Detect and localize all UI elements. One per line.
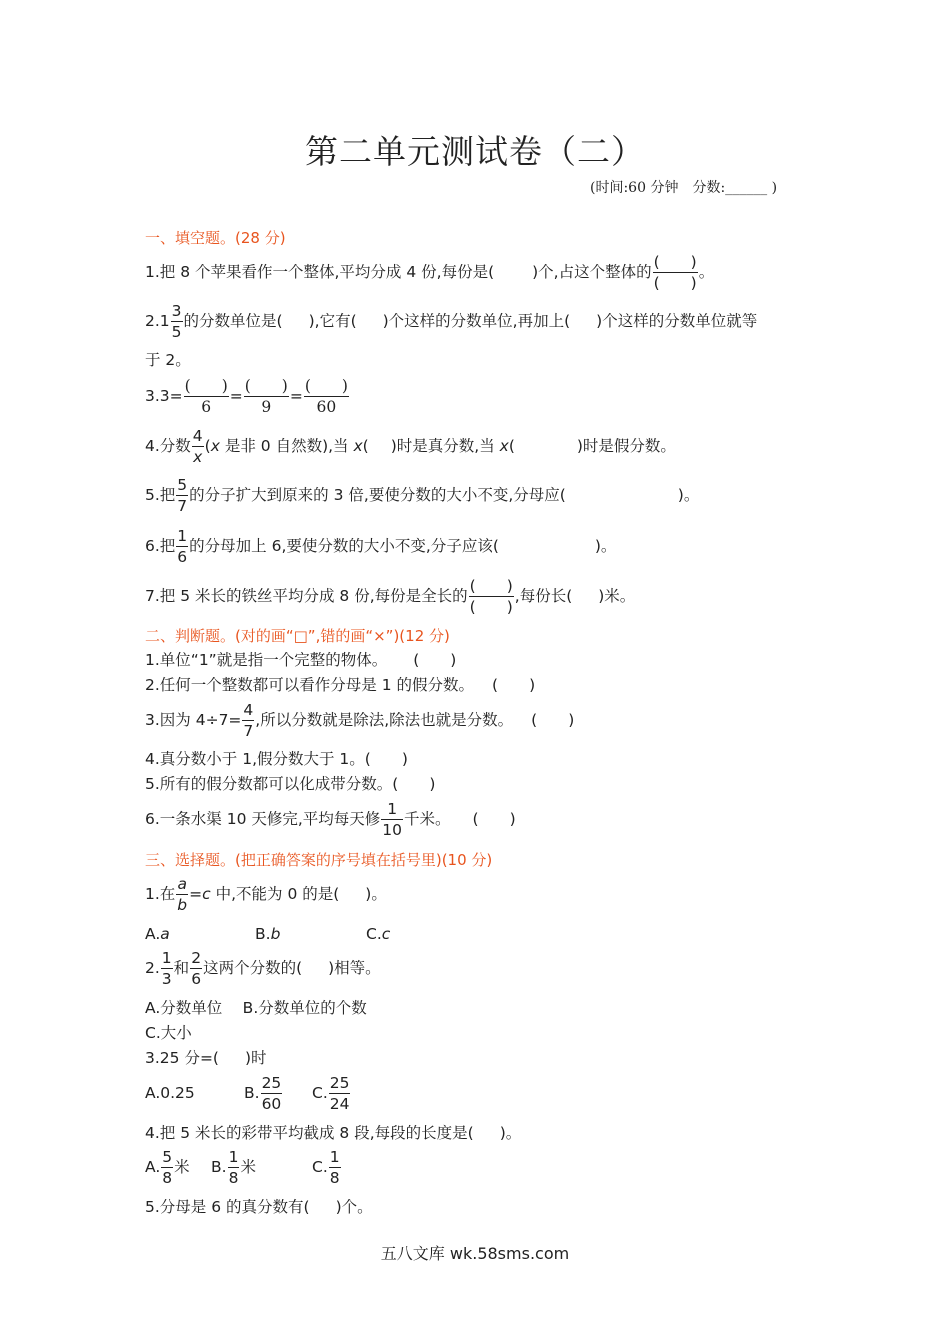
option-3-1-a[interactable]: A.a bbox=[145, 925, 170, 943]
fraction-1-8: $\frac{1}{8}$ bbox=[228, 1148, 239, 1187]
fraction-3-5: $\frac{3}{5}$ bbox=[171, 302, 182, 341]
option-3-2-c[interactable]: C.大小 bbox=[145, 1024, 192, 1042]
fraction-blank-9[interactable]: $\frac{( )}{9}$ bbox=[244, 377, 288, 416]
question-1-4: 4.分数 $\frac{4}{x}$ (x 是非 0 自然数),当 x( )时是真分数,当 x( )时是假分数。 bbox=[145, 427, 676, 466]
answer-paren[interactable]: ( ) bbox=[531, 711, 575, 729]
options-3-2-ab[interactable]: A.分数单位 B.分数单位的个数 bbox=[145, 999, 367, 1017]
option-3-4-c[interactable]: C. $\frac{1}{8}$ bbox=[312, 1148, 340, 1187]
option-3-3-a[interactable]: A.0.25 bbox=[145, 1084, 195, 1102]
question-1-2: 2.1 $\frac{3}{5}$ 的分数单位是( ),它有( )个这样的分数单位,再加上( )个这样的分数单位就等 bbox=[145, 302, 758, 341]
page-title: 第二单元测试卷（二） bbox=[305, 132, 645, 171]
fraction-blank-6[interactable]: $\frac{( )}{6}$ bbox=[184, 377, 228, 416]
answer-paren[interactable]: ( ) bbox=[492, 676, 536, 694]
fraction-2-6: $\frac{2}{6}$ bbox=[191, 949, 202, 988]
option-3-3-b[interactable]: B. $\frac{25}{60}$ bbox=[244, 1074, 282, 1113]
question-2-5: 5.所有的假分数都可以化成带分数。( ) bbox=[145, 775, 436, 793]
answer-paren[interactable]: ( ) bbox=[364, 750, 408, 768]
question-3-2: 2. $\frac{1}{3}$ 和 $\frac{2}{6}$ 这两个分数的( )相等。 bbox=[145, 949, 381, 988]
question-3-3: 3.25 分=( )时 bbox=[145, 1049, 267, 1067]
answer-paren[interactable]: ( ) bbox=[413, 651, 457, 669]
fraction-blank[interactable]: $\frac{( )}{( )}$ bbox=[653, 253, 697, 292]
fraction-4-x: $\frac{4}{x}$ bbox=[192, 427, 203, 466]
question-3-1: 1.在 $\frac{a}{b}$ =c 中,不能为 0 的是( )。 bbox=[145, 875, 387, 914]
fraction-1-6: $\frac{1}{6}$ bbox=[177, 527, 188, 566]
question-1-1: 1.把 8 个苹果看作一个整体,平均分成 4 份,每份是( )个,占这个整体的 $\frac{( )}{( )}$ 。 bbox=[145, 253, 715, 292]
question-2-3: 3.因为 4÷7= $\frac{4}{7}$ ,所以分数就是除法,除法也就是分数。 ( ) bbox=[145, 701, 575, 740]
q-text: 1.把 8 个苹果看作一个整体,平均分成 4 份,每份是( bbox=[145, 263, 495, 281]
fraction-1-3: $\frac{1}{3}$ bbox=[161, 949, 172, 988]
question-1-2-cont: 于 2。 bbox=[145, 351, 191, 369]
section-3-heading: 三、选择题。(把正确答案的序号填在括号里)(10 分) bbox=[145, 851, 493, 869]
section-1-heading: 一、填空题。(28 分) bbox=[145, 229, 286, 247]
question-3-4: 4.把 5 米长的彩带平均截成 8 段,每段的长度是( )。 bbox=[145, 1124, 522, 1142]
fraction-1-8: $\frac{1}{8}$ bbox=[329, 1148, 340, 1187]
option-3-4-a[interactable]: A. $\frac{5}{8}$ 米 bbox=[145, 1148, 190, 1187]
question-1-6: 6.把 $\frac{1}{6}$ 的分母加上 6,要使分数的大小不变,分子应该( )。 bbox=[145, 527, 617, 566]
fraction-blank[interactable]: $\frac{( )}{( )}$ bbox=[469, 577, 513, 616]
fraction-5-8: $\frac{5}{8}$ bbox=[162, 1148, 173, 1187]
time-score-info: (时间:60 分钟 分数:______ ) bbox=[590, 180, 778, 196]
fraction-a-b: $\frac{a}{b}$ bbox=[177, 875, 188, 914]
fraction-1-10: $\frac{1}{10}$ bbox=[382, 800, 403, 839]
fraction-25-60: $\frac{25}{60}$ bbox=[261, 1074, 282, 1113]
question-2-4: 4.真分数小于 1,假分数大于 1。( ) bbox=[145, 750, 408, 768]
question-1-3: 3.3= $\frac{( )}{6}$ = $\frac{( )}{9}$ = $\frac{( )}{60}$ bbox=[145, 377, 348, 416]
answer-paren[interactable]: ( ) bbox=[392, 775, 436, 793]
question-1-5: 5.把 $\frac{5}{7}$ 的分子扩大到原来的 3 倍,要使分数的大小不变,分母应( )。 bbox=[145, 476, 700, 515]
option-3-1-b[interactable]: B.b bbox=[255, 925, 281, 943]
question-2-1: 1.单位“1”就是指一个完整的物体。 ( ) bbox=[145, 651, 457, 669]
section-2-heading: 二、判断题。(对的画“□”,错的画“×”)(12 分) bbox=[145, 627, 450, 645]
footer-watermark: 五八文库 wk.58sms.com bbox=[380, 1244, 570, 1263]
fraction-blank-60[interactable]: $\frac{( )}{60}$ bbox=[304, 377, 348, 416]
question-1-7: 7.把 5 米长的铁丝平均分成 8 份,每份是全长的 $\frac{( )}{( )}$ ,每份长( )米。 bbox=[145, 577, 636, 616]
q-text: )个,占这个整体的 bbox=[532, 263, 652, 281]
option-3-3-c[interactable]: C. $\frac{25}{24}$ bbox=[312, 1074, 350, 1113]
question-2-2: 2.任何一个整数都可以看作分母是 1 的假分数。 ( ) bbox=[145, 676, 536, 694]
option-3-1-c[interactable]: C.c bbox=[366, 925, 391, 943]
question-3-5: 5.分母是 6 的真分数有( )个。 bbox=[145, 1198, 373, 1216]
answer-paren[interactable]: ( ) bbox=[472, 810, 516, 828]
fraction-5-7: $\frac{5}{7}$ bbox=[177, 476, 188, 515]
fraction-4-7: $\frac{4}{7}$ bbox=[243, 701, 254, 740]
fraction-25-24: $\frac{25}{24}$ bbox=[329, 1074, 350, 1113]
option-3-4-b[interactable]: B. $\frac{1}{8}$ 米 bbox=[211, 1148, 256, 1187]
question-2-6: 6.一条水渠 10 天修完,平均每天修 $\frac{1}{10}$ 千米。 ( ) bbox=[145, 800, 516, 839]
